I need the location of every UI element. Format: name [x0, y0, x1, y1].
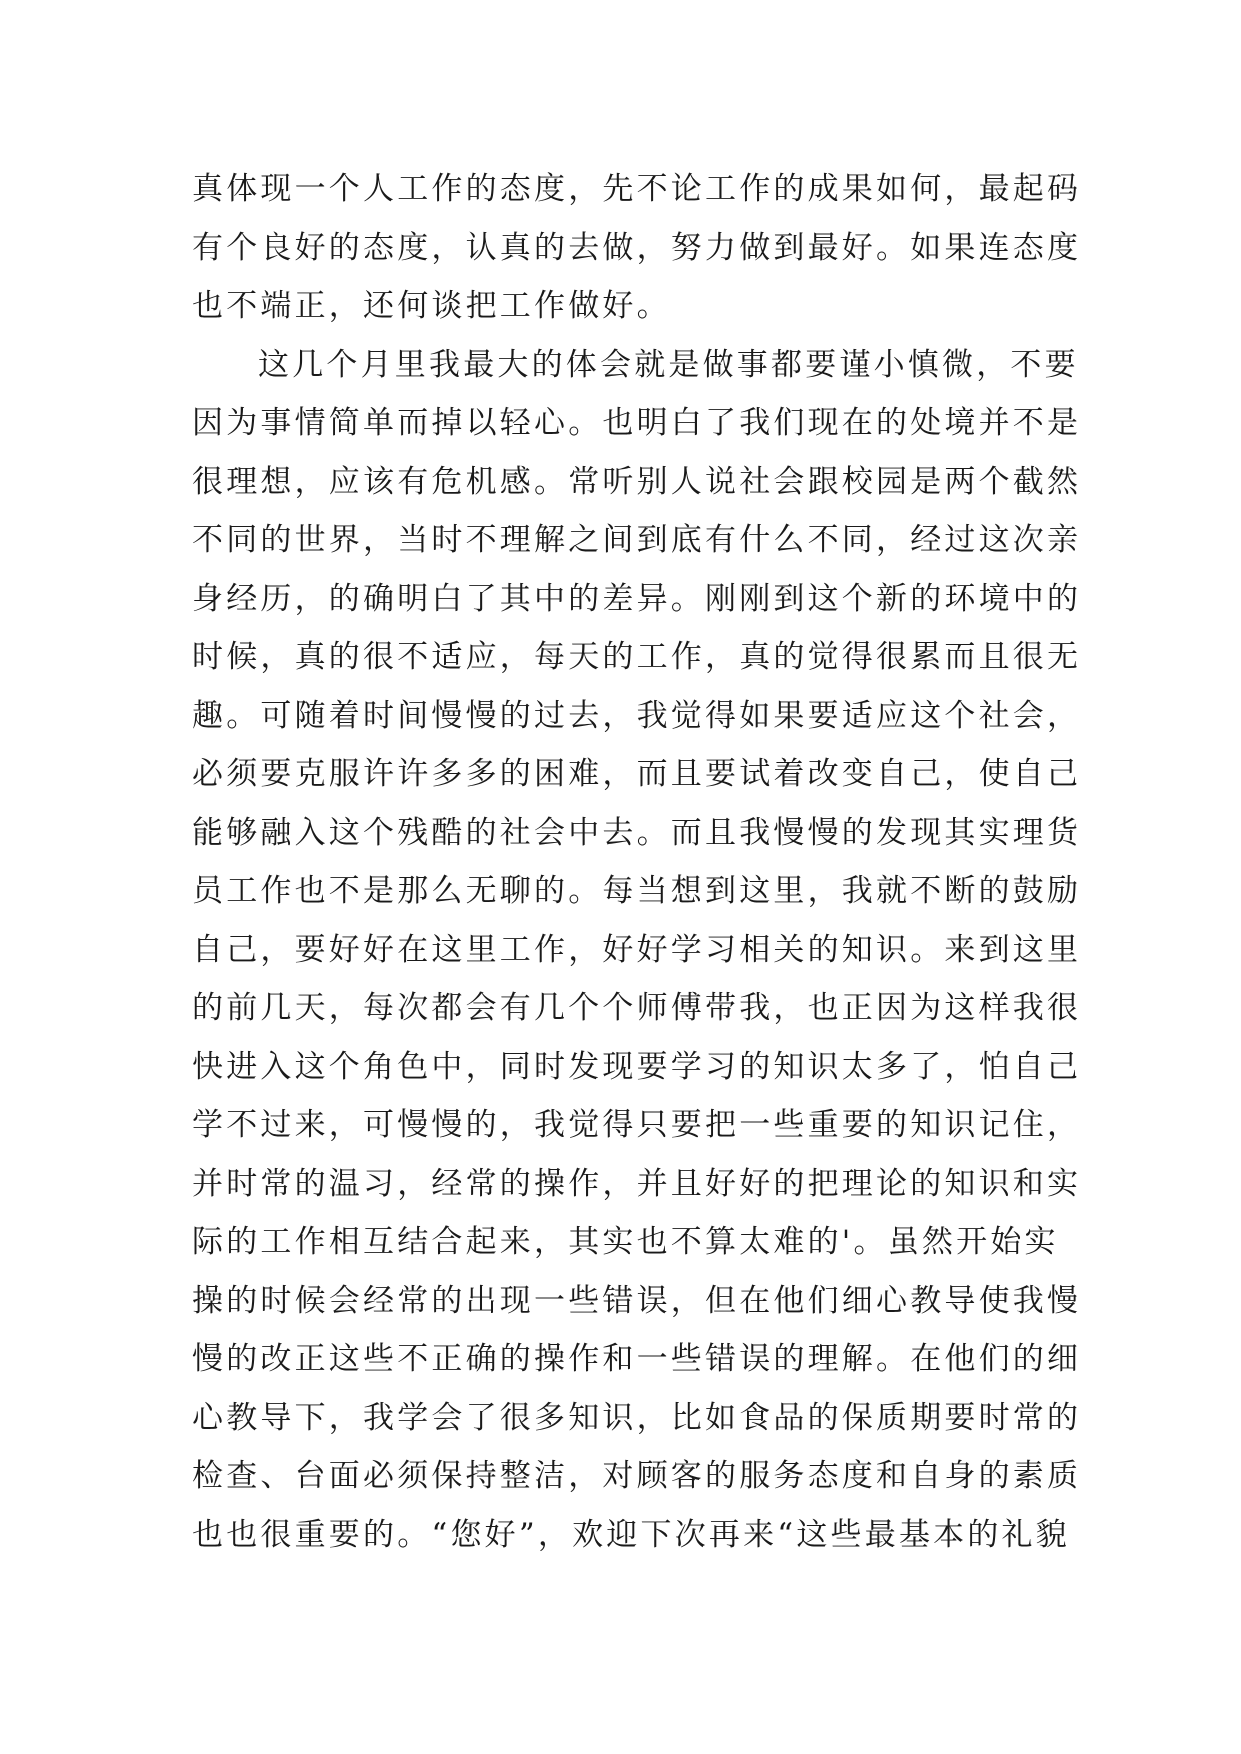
text-line: 真体现一个人工作的态度，先不论工作的成果如何，最起码: [192, 171, 1082, 207]
text-line: 身经历，的确明白了其中的差异。刚刚到这个新的环境中的: [192, 580, 1082, 617]
text-line: 也也很重要的。“您好”，欢迎下次再来“这些最基本的礼貌: [192, 1516, 1070, 1553]
text-line: 操的时候会经常的出现一些错误，但在他们细心教导使我慢: [192, 1282, 1082, 1319]
text-line: 趣。可随着时间慢慢的过去，我觉得如果要适应这个社会，: [192, 697, 1082, 734]
text-line: 学不过来，可慢慢的，我觉得只要把一些重要的知识记住，: [192, 1107, 1082, 1143]
body-text: [192, 160, 1082, 1564]
text-line: 员工作也不是那么无聊的。每当想到这里，我就不断的鼓励: [192, 873, 1082, 909]
text-line: 很理想，应该有危机感。常听别人说社会跟校园是两个截然: [192, 463, 1082, 500]
text-line: 心教导下，我学会了很多知识，比如食品的保质期要时常的: [192, 1399, 1082, 1436]
text-line: 自己，要好好在这里工作，好好学习相关的知识。来到这里: [192, 931, 1082, 968]
text-line: 有个良好的态度，认真的去做，努力做到最好。如果连态度: [192, 229, 1082, 266]
text-line: 不同的世界，当时不理解之间到底有什么不同，经过这次亲: [192, 522, 1082, 558]
text-line: 并时常的温习，经常的操作，并且好好的把理论的知识和实: [192, 1165, 1082, 1202]
paragraph-first-line: 这几个月里我最大的体会就是做事都要谨小慎微，不要: [258, 346, 1079, 383]
text-line: 也不端正，还何谈把工作做好。: [192, 288, 671, 324]
text-line: 快进入这个角色中，同时发现要学习的知识太多了，怕自己: [192, 1048, 1082, 1085]
text-line: 必须要克服许许多多的困难，而且要试着改变自己，使自己: [192, 756, 1082, 792]
text-line: 时候，真的很不适应，每天的工作，真的觉得很累而且很无: [192, 639, 1082, 675]
text-line: 的前几天，每次都会有几个个师傅带我，也正因为这样我很: [192, 990, 1082, 1026]
text-line: 际的工作相互结合起来，其实也不算太难的'。虽然开始实: [192, 1224, 1059, 1260]
text-line: 因为事情简单而掉以轻心。也明白了我们现在的处境并不是: [192, 405, 1082, 441]
text-line: 慢的改正这些不正确的操作和一些错误的理解。在他们的细: [192, 1341, 1082, 1377]
text-line: 检查、台面必须保持整洁，对顾客的服务态度和自身的素质: [192, 1458, 1082, 1494]
text-line: 能够融入这个残酷的社会中去。而且我慢慢的发现其实理货: [192, 814, 1082, 851]
